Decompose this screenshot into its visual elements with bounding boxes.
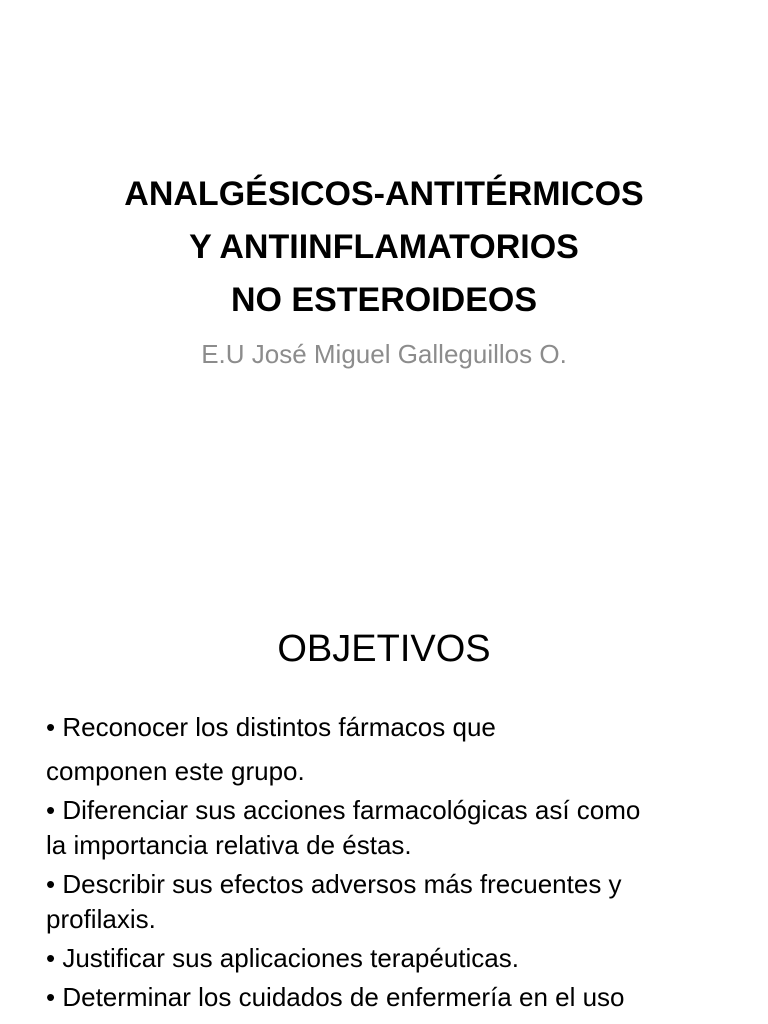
slide-title [0, 168, 768, 327]
objective-line: componen este grupo. [46, 756, 305, 786]
objective-item [46, 941, 736, 976]
title-line-1: ANALGÉSICOS-ANTITÉRMICOS [124, 175, 644, 213]
objectives-slide [0, 576, 768, 1024]
objective-item [46, 867, 736, 937]
objective-line: la importancia relativa de éstas. [46, 830, 412, 860]
title-line-2: Y ANTIINFLAMATORIOS [189, 228, 579, 266]
objective-line: • Diferenciar sus acciones farmacológicas así como [46, 795, 641, 825]
objective-line: profilaxis. [46, 904, 156, 934]
author-subtitle: E.U José Miguel Galleguillos O. [201, 339, 567, 369]
objective-line: • Describir sus efectos adversos más frecuentes y [46, 869, 622, 899]
objective-line: • Justificar sus aplicaciones terapéuticas. [46, 943, 519, 973]
objective-item [46, 710, 736, 789]
title-line-3: NO ESTEROIDEOS [230, 281, 538, 319]
objective-item [46, 793, 736, 863]
objective-item [46, 980, 736, 1015]
objectives-heading: OBJETIVOS [277, 628, 491, 670]
objective-line: • Determinar los cuidados de enfermería en el uso [46, 982, 625, 1012]
objectives-list [46, 710, 736, 1015]
objective-line: • Reconocer los distintos fármacos que [46, 712, 496, 742]
